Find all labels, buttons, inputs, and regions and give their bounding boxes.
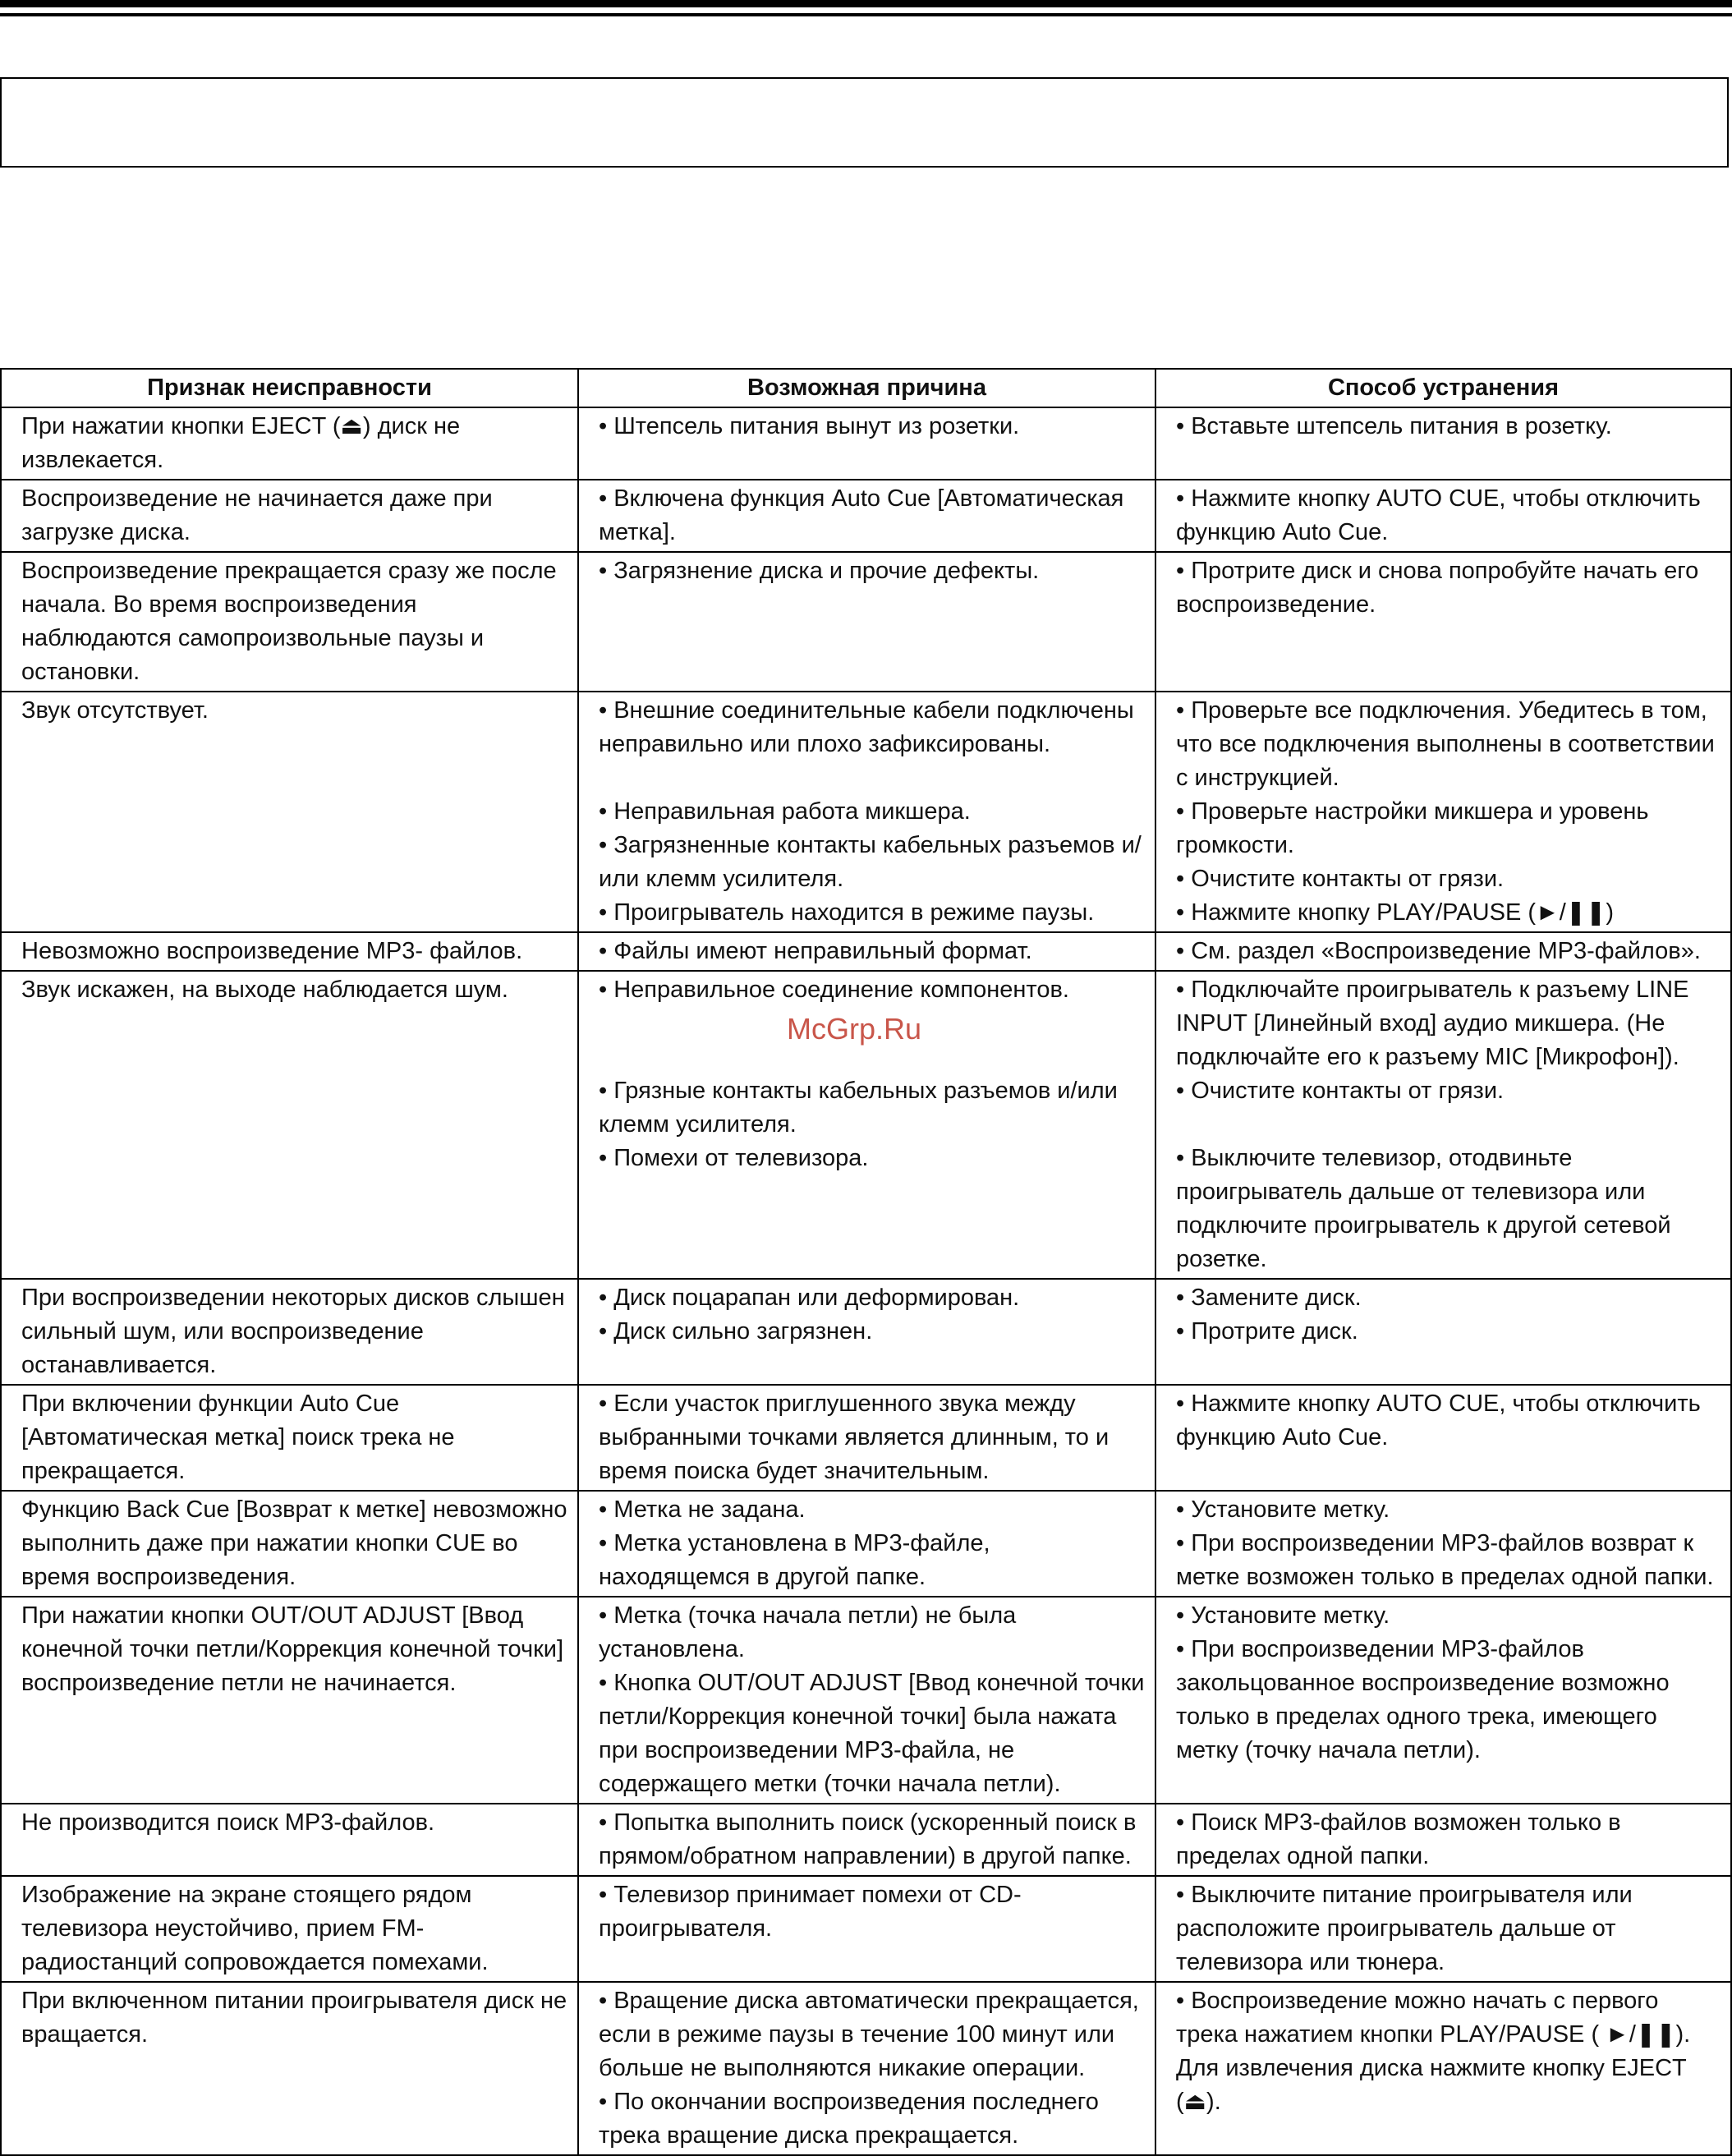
cell-remedy bbox=[1155, 1804, 1731, 1876]
cause-line: • Файлы имеют неправильный формат. bbox=[599, 938, 1032, 964]
table-row bbox=[1, 1385, 1731, 1491]
cell-remedy bbox=[1155, 1982, 1731, 2155]
cell-cause bbox=[578, 1597, 1155, 1804]
table-row bbox=[1, 971, 1731, 1279]
cell-cause bbox=[578, 1982, 1155, 2155]
symptom-line: Воспроизведение прекращается сразу же после начала. Во время воспроизведения наблюдаются самопроизвольные паузы и остановки. bbox=[21, 558, 557, 685]
cause-line: • Метка установлена в MP3-файле, находящемся в другой папке. bbox=[599, 1530, 990, 1590]
table-row bbox=[1, 1876, 1731, 1982]
remedy-line: • При воспроизведении MP3-файлов возврат к метке возможен только в пределах одной папки. bbox=[1176, 1530, 1714, 1590]
watermark: McGrp.Ru bbox=[787, 1012, 922, 1046]
cell-remedy bbox=[1155, 932, 1731, 971]
cause-line: • Диск поцарапан или деформирован. bbox=[599, 1285, 1020, 1311]
cause-line: • Метка не задана. bbox=[599, 1496, 806, 1523]
symptom-line: Звук отсутствует. bbox=[21, 697, 209, 724]
troubleshooting-table bbox=[0, 368, 1732, 2156]
cell-symptom bbox=[1, 1597, 578, 1804]
top-rule-thick bbox=[0, 0, 1732, 7]
symptom-line: Не производится поиск MP3-файлов. bbox=[21, 1809, 435, 1836]
table-row bbox=[1, 407, 1731, 480]
cell-symptom bbox=[1, 1491, 578, 1597]
cell-cause bbox=[578, 1279, 1155, 1385]
symptom-line: Воспроизведение не начинается даже при загрузке диска. bbox=[21, 485, 493, 545]
cause-line bbox=[599, 1007, 1145, 1041]
cell-remedy bbox=[1155, 1491, 1731, 1597]
cell-cause bbox=[578, 971, 1155, 1279]
symptom-line: При нажатии кнопки EJECT (⏏) диск не извлекается. bbox=[21, 413, 461, 473]
cell-cause bbox=[578, 692, 1155, 932]
cell-symptom bbox=[1, 1982, 578, 2155]
cell-symptom bbox=[1, 971, 578, 1279]
cause-line: • Внешние соединительные кабели подключены неправильно или плохо зафиксированы. bbox=[599, 697, 1134, 757]
remedy-line: • Протрите диск и снова попробуйте начать его воспроизведение. bbox=[1176, 558, 1699, 618]
table-body bbox=[1, 407, 1731, 2155]
cell-cause bbox=[578, 1491, 1155, 1597]
remedy-line: • Нажмите кнопку PLAY/PAUSE (►/❚❚) bbox=[1176, 899, 1615, 926]
remedy-line: • Очистите контакты от грязи. bbox=[1176, 866, 1505, 892]
cause-line: • Штепсель питания вынут из розетки. bbox=[599, 413, 1020, 439]
cell-cause bbox=[578, 932, 1155, 971]
cause-line: • Телевизор принимает помехи от CD-проигрывателя. bbox=[599, 1882, 1022, 1942]
table-row bbox=[1, 552, 1731, 692]
symptom-line: Невозможно воспроизведение MP3- файлов. bbox=[21, 938, 523, 964]
table-row bbox=[1, 1804, 1731, 1876]
top-rule-thin bbox=[0, 13, 1732, 16]
remedy-line: • Выключите питание проигрывателя или расположите проигрыватель дальше от телевизора или тюнера. bbox=[1176, 1882, 1633, 1975]
cell-symptom bbox=[1, 1804, 578, 1876]
cause-line: • Проигрыватель находится в режиме паузы. bbox=[599, 899, 1095, 926]
remedy-line: • Очистите контакты от грязи. bbox=[1176, 1078, 1505, 1104]
symptom-line: Изображение на экране стоящего рядом телевизора неустойчиво, прием FM-радиостанций сопровождается помехами. bbox=[21, 1882, 489, 1975]
remedy-line: • Замените диск. bbox=[1176, 1285, 1362, 1311]
cell-remedy bbox=[1155, 971, 1731, 1279]
cell-cause bbox=[578, 480, 1155, 552]
remedy-line: • Воспроизведение можно начать с первого трека нажатием кнопки PLAY/PAUSE ( ►/❚❚). Для извлечения диска нажмите кнопку EJECT (⏏). bbox=[1176, 1988, 1691, 2115]
cause-line: • Попытка выполнить поиск (ускоренный поиск в прямом/обратном направлении) в другой папке. bbox=[599, 1809, 1137, 1869]
remedy-line: • Нажмите кнопку AUTO CUE, чтобы отключить функцию Auto Cue. bbox=[1176, 1391, 1701, 1450]
cause-line: • Кнопка OUT/OUT ADJUST [Ввод конечной точки петли/Коррекция конечной точки] была нажата при воспроизведении MP3-файла, не содержащего метки (точки начала петли). bbox=[599, 1670, 1145, 1797]
remedy-line: • Протрите диск. bbox=[1176, 1318, 1358, 1345]
cell-symptom bbox=[1, 1279, 578, 1385]
cell-remedy bbox=[1155, 1597, 1731, 1804]
cause-line: • Метка (точка начала петли) не была установлена. bbox=[599, 1602, 1017, 1662]
remedy-line: • Проверьте настройки микшера и уровень громкости. bbox=[1176, 798, 1649, 858]
cause-line: • Загрязнение диска и прочие дефекты. bbox=[599, 558, 1040, 584]
cause-line bbox=[599, 1041, 1145, 1074]
cell-remedy bbox=[1155, 692, 1731, 932]
cell-remedy bbox=[1155, 480, 1731, 552]
cell-cause bbox=[578, 407, 1155, 480]
header-symptom: Признак неисправности bbox=[1, 369, 578, 407]
symptom-line: При включенном питании проигрывателя диск не вращается. bbox=[21, 1988, 567, 2048]
cause-line: • Неправильная работа микшера. bbox=[599, 798, 971, 825]
cell-cause bbox=[578, 1804, 1155, 1876]
cell-symptom bbox=[1, 1385, 578, 1491]
table-row bbox=[1, 692, 1731, 932]
symptom-line: Функцию Back Cue [Возврат к метке] невозможно выполнить даже при нажатии кнопки CUE во время воспроизведения. bbox=[21, 1496, 567, 1590]
cause-line: • По окончании воспроизведения последнего трека вращение диска прекращается. bbox=[599, 2089, 1099, 2149]
cause-line: • Диск сильно загрязнен. bbox=[599, 1318, 873, 1345]
cell-cause bbox=[578, 1385, 1155, 1491]
remedy-line: • Вставьте штепсель питания в розетку. bbox=[1176, 413, 1612, 439]
symptom-line: При нажатии кнопки OUT/OUT ADJUST [Ввод конечной точки петли/Коррекция конечной точки] воспроизведение петли не начинается. bbox=[21, 1602, 564, 1696]
table-row bbox=[1, 1491, 1731, 1597]
cell-remedy bbox=[1155, 407, 1731, 480]
cause-line bbox=[599, 761, 1145, 795]
remedy-line: • Нажмите кнопку AUTO CUE, чтобы отключить функцию Auto Cue. bbox=[1176, 485, 1701, 545]
remedy-line: • Установите метку. bbox=[1176, 1496, 1390, 1523]
cell-remedy bbox=[1155, 552, 1731, 692]
table-row bbox=[1, 932, 1731, 971]
cause-line: • Если участок приглушенного звука между выбранными точками является длинным, то и время поиска будет значительным. bbox=[599, 1391, 1109, 1484]
cell-symptom bbox=[1, 692, 578, 932]
cell-symptom bbox=[1, 407, 578, 480]
cell-symptom bbox=[1, 1876, 578, 1982]
remedy-line: • При воспроизведении MP3-файлов закольцованное воспроизведение возможно только в пределах одного трека, имеющего метку (точку начала петли). bbox=[1176, 1636, 1670, 1763]
remedy-line: • См. раздел «Воспроизведение MP3-файлов». bbox=[1176, 938, 1701, 964]
cell-remedy bbox=[1155, 1876, 1731, 1982]
cell-symptom bbox=[1, 932, 578, 971]
cell-cause bbox=[578, 1876, 1155, 1982]
cell-remedy bbox=[1155, 1279, 1731, 1385]
symptom-line: При включении функции Auto Cue [Автоматическая метка] поиск трека не прекращается. bbox=[21, 1391, 455, 1484]
header-cause: Возможная причина bbox=[578, 369, 1155, 407]
remedy-line: • Поиск MP3-файлов возможен только в пределах одной папки. bbox=[1176, 1809, 1621, 1869]
header-box bbox=[0, 77, 1729, 168]
cause-line: • Неправильное соединение компонентов. bbox=[599, 977, 1069, 1003]
table-row bbox=[1, 1982, 1731, 2155]
table-row bbox=[1, 1597, 1731, 1804]
symptom-line: Звук искажен, на выходе наблюдается шум. bbox=[21, 977, 508, 1003]
cause-line: • Загрязненные контакты кабельных разъемов и/или клемм усилителя. bbox=[599, 832, 1142, 892]
cause-line: • Помехи от телевизора. bbox=[599, 1145, 869, 1171]
remedy-line: • Проверьте все подключения. Убедитесь в том, что все подключения выполнены в соответствии с инструкцией. bbox=[1176, 697, 1715, 791]
cause-line: • Включена функция Auto Cue [Автоматическая метка]. bbox=[599, 485, 1124, 545]
table-row bbox=[1, 1279, 1731, 1385]
cell-cause bbox=[578, 552, 1155, 692]
header-remedy: Способ устранения bbox=[1155, 369, 1731, 407]
symptom-line: При воспроизведении некоторых дисков слышен сильный шум, или воспроизведение останавливается. bbox=[21, 1285, 565, 1378]
cause-line: • Вращение диска автоматически прекращается, если в режиме паузы в течение 100 минут или больше не выполняются никакие операции. bbox=[599, 1988, 1139, 2081]
cell-symptom bbox=[1, 480, 578, 552]
cell-symptom bbox=[1, 552, 578, 692]
cause-line: • Грязные контакты кабельных разъемов и/или клемм усилителя. bbox=[599, 1078, 1118, 1138]
remedy-line: • Установите метку. bbox=[1176, 1602, 1390, 1629]
cell-remedy bbox=[1155, 1385, 1731, 1491]
remedy-line: • Выключите телевизор, отодвиньте проигрыватель дальше от телевизора или подключите проигрыватель к другой сетевой розетке. bbox=[1176, 1145, 1671, 1272]
remedy-line: • Подключайте проигрыватель к разъему LINE INPUT [Линейный вход] аудио микшера. (Не подключайте его к разъему MIC [Микрофон]). bbox=[1176, 977, 1689, 1070]
table-row bbox=[1, 480, 1731, 552]
remedy-line bbox=[1176, 1108, 1721, 1142]
table-header-row bbox=[1, 369, 1731, 407]
